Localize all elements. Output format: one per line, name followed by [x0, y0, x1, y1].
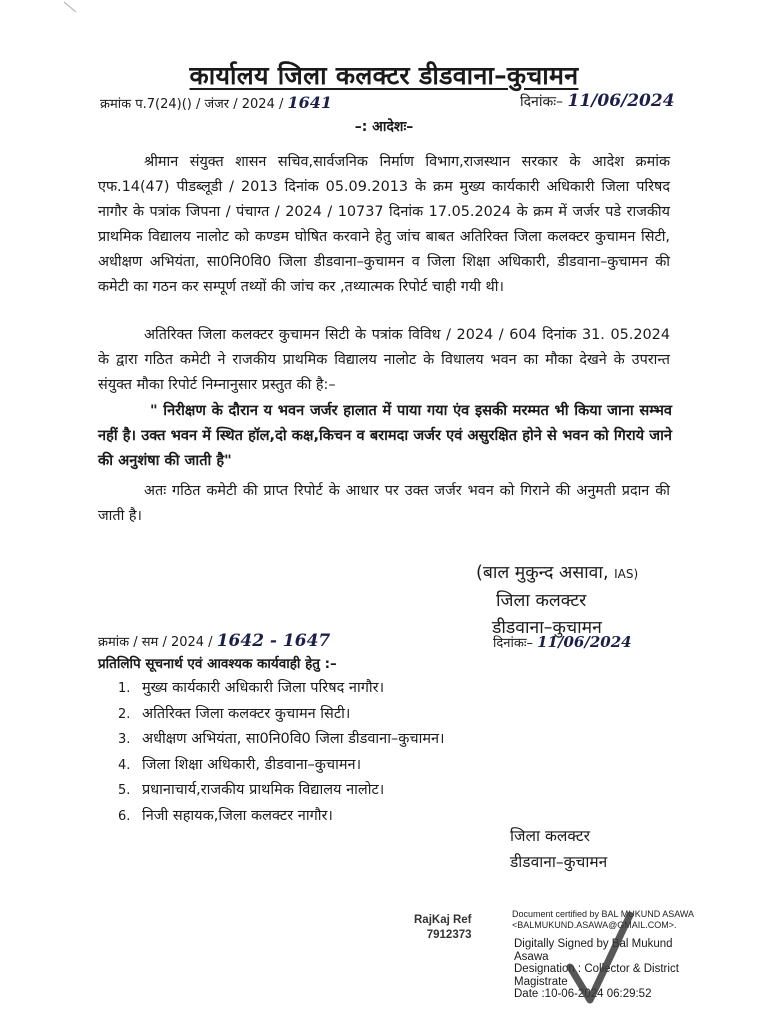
copy-date-label: दिनांकः–: [493, 636, 533, 651]
list-item-number: 1.: [118, 681, 131, 696]
list-item-number: 5.: [118, 783, 131, 798]
signatory-name: (बाल मुकुन्द असावा,: [476, 563, 609, 583]
list-item-number: 3.: [118, 732, 131, 747]
order-heading: –: आदेशः–: [354, 119, 414, 135]
ref-prefix: क्रमांक प.7(24)() / जंजर / 2024 /: [100, 97, 284, 112]
signatory2-designation: जिला कलक्टर: [510, 827, 590, 845]
signature-block-2: [510, 823, 607, 875]
date-label: दिनांकः–: [520, 94, 564, 110]
signatory2-place: डीडवाना–कुचामन: [510, 853, 608, 871]
copy-ref-prefix: क्रमांक / सम / 2024 /: [98, 635, 213, 650]
digital-sig-line-1: Digitally Signed by Bal Mukund: [514, 938, 673, 950]
paragraph-3-text: अतः गठित कमेटी की प्राप्त रिपोर्ट के आधार पर उक्त जर्जर भवन को गिराने की अनुमती प्रदान की जाती है।: [98, 483, 670, 524]
copy-date-handwritten: 11/06/2024: [537, 633, 632, 651]
list-item: [118, 702, 445, 728]
list-item-text: मुख्य कार्यकारी अधिकारी जिला परिषद नागौर।: [142, 680, 385, 696]
signature-block: [476, 560, 638, 642]
list-item-number: 4.: [118, 757, 131, 773]
copy-recipient-list: [118, 676, 445, 829]
list-item-text: अधीक्षण अभियंता, सा0नि0वि0 जिला डीडवाना–कुचामन।: [142, 731, 445, 747]
copy-ref-handwritten: 1642 - 1647: [216, 631, 331, 651]
rajkaj-reference: [414, 913, 472, 943]
signatory-place: डीडवाना–कुचामन: [492, 618, 602, 638]
list-item-text: जिला शिक्षा अधिकारी, डीडवाना–कुचामन।: [142, 756, 362, 773]
ref-handwritten-number: 1641: [287, 93, 333, 112]
list-item: [118, 727, 445, 753]
list-item-text: अतिरिक्त जिला कलक्टर कुचामन सिटी।: [142, 705, 351, 722]
reference-number: [100, 93, 332, 112]
digital-sig-line-2: Asawa: [514, 950, 549, 963]
committee-report-quote: [98, 398, 672, 473]
list-item-number: 6.: [118, 808, 131, 824]
checkmark-icon: [560, 905, 640, 1010]
list-item: [118, 804, 445, 830]
cert-line-2: <BALMUKUND.ASAWA@GMAIL.COM>.: [512, 920, 677, 930]
issue-date: [520, 91, 675, 111]
copy-reference-number: [98, 631, 330, 651]
list-item-text: निजी सहायक,जिला कलक्टर नागौर।: [142, 807, 333, 824]
list-item-text: प्रधानाचार्य,राजकीय प्राथमिक विद्यालय नालोट।: [142, 782, 385, 798]
cert-line-1: Document certified by BAL MUKUND ASAWA: [512, 909, 695, 919]
digital-sig-line-4: Magistrate: [514, 975, 568, 988]
paragraph-1: [98, 150, 670, 300]
date-handwritten: 11/06/2024: [567, 91, 675, 111]
copy-heading: प्रतिलिपि सूचनार्थ एवं आवश्यक कार्यवाही हेतु :–: [98, 656, 337, 672]
paragraph-2: [98, 323, 670, 398]
rajkaj-label: RajKaj Ref: [414, 914, 472, 926]
list-item: [118, 778, 445, 804]
list-item: [118, 753, 445, 779]
signatory-designation: जिला कलक्टर: [496, 591, 587, 611]
digital-sig-line-3: Designation : Collector & District: [514, 963, 679, 975]
digital-sig-line-5: Date :10-06-2024 06:29:52: [514, 988, 652, 1000]
copy-date: [493, 633, 632, 651]
scratch-mark: [62, 0, 82, 16]
paragraph-2-text: अतिरिक्त जिला कलक्टर कुचामन सिटी के पत्रांक विविध / 2024 / 604 दिनांक 31. 05.2024 के द्वारा गठित कमेटी ने राजकीय प्राथमिक विद्यालय नालोट के विधालय भवन का मौका देखने के उपरान्त संयुक्त मौका रिपोर्ट निम्नानुसार प्रस्तुत की है:–: [98, 327, 670, 393]
paragraph-1-text: श्रीमान संयुक्त शासन सचिव,सार्वजनिक निर्माण विभाग,राजस्थान सरकार के आदेश क्रमांक एफ.14(47) पीडब्लूडी / 2013 दिनांक 05.09.2013 के क्रम मुख्य कार्यकारी अधिकारी जिला परिषद नागौर के पत्रांक जिपना / पंचाग्त / 2024 / 10737 दिनांक 17.05.2024 के क्रम में जर्जर पडे राजकीय प्राथमिक विद्यालय नालोट को कण्डम घोषित करवाने हेतु जांच बाबत अतिरिक्त जिला कलक्टर कुचामन सिटी, अधीक्षण अभियंता, सा0नि0वि0 जिला डीडवाना–कुचामन व जिला शिक्षा अधिकारी, डीडवाना–कुचामन की कमेटी का गठन कर सम्पूर्ण तथ्यों की जांच कर ,तथ्यात्मक रिपोर्ट चाही गयी थी।: [98, 154, 670, 295]
rajkaj-number: 7912373: [426, 929, 472, 941]
list-item-number: 2.: [118, 706, 131, 722]
signatory-ias: IAS): [614, 567, 639, 581]
page-title: कार्यालय जिला कलक्टर डीडवाना–कुचामन: [189, 61, 579, 90]
paragraph-3: [98, 479, 670, 529]
list-item: [118, 676, 445, 702]
quote-text: " निरीक्षण के दौरान य भवन जर्जर हालात में पाया गया एंव इसकी मरम्मत भी किया जाना सम्भव नहीं है। उक्त भवन में स्थित हॉल,दो कक्ष,किचन व बरामदा जर्जर एवं असुरक्षित होने से भवन को गिराये जाने की अनुशंषा की जाती है": [98, 402, 672, 469]
